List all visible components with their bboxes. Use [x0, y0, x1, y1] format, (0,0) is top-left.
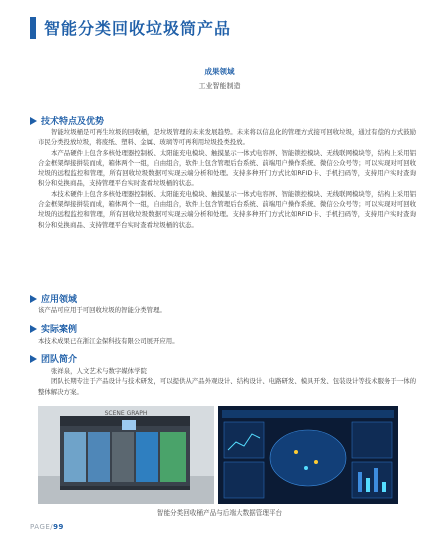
tech-paragraph-3: 本技术硬件上包含多核处理器控制板、太阳能充电模块、触摸显示一体式电容屏、智能锁控模块、无线联网模块等，结构上采用铝合金框架焊接拼装而成，箱体两个一组，自由组合，软件上包含管理后台系统、前端用户操作系统、微信公众号等；可以实现对可回收垃圾的远程监控和管理，所有回收垃圾数据可实现云端分析和处理。支持多种开门方式比如RFID卡、手机扫码等，支持用户实时查询积分和兑换商品、支持管理平台实时查看垃圾桶的状态。: [38, 189, 416, 229]
triangle-bullet-icon: [30, 355, 37, 363]
triangle-bullet-icon: [30, 117, 37, 125]
scene-graph-label: SCENE GRAPH: [104, 410, 148, 417]
case-text: 本技术成果已在浙江金保科技有限公司展开应用。: [38, 337, 179, 345]
section-heading-tech: [30, 114, 104, 127]
section-title: 团队简介: [41, 355, 78, 365]
triangle-bullet-icon: [30, 295, 37, 303]
page-title-block: [30, 16, 231, 39]
section-title: 技术特点及优势: [41, 117, 105, 127]
section-title: 实际案例: [41, 325, 78, 335]
section-heading-team: [30, 352, 77, 365]
dashboard-illustration: [218, 406, 398, 504]
title-accent-bar: [30, 17, 36, 39]
field-value: 工业智能制造: [198, 82, 241, 90]
app-text: 该产品可应用于可回收垃圾的智能分类管理。: [38, 306, 166, 314]
section-heading-case: [30, 322, 77, 335]
team-text-block: [38, 366, 416, 397]
image-caption: 智能分类回收桶产品与后端大数据管理平台: [156, 509, 283, 517]
triangle-bullet-icon: [30, 325, 37, 333]
recycling-bin-photo: [38, 406, 214, 504]
tech-paragraphs: [38, 127, 416, 230]
section-heading-app: [30, 292, 77, 305]
team-description: 团队长期专注于产品设计与技术研发，可以提供从产品外观设计、结构设计、电路研发、模具开发、包装设计等技术服务于一体的整体解决方案。: [38, 377, 416, 396]
field-label: 成果领域: [204, 67, 235, 76]
page-number: [30, 523, 64, 531]
tech-paragraph-2: 本产品硬件上包含多核处理器控制板、太阳能充电模块、触摸显示一体式电容屏、智能锁控模块、无线联网模块等，结构上采用铝合金框架焊接拼装而成，箱体两个一组，自由组合，软件上包含管理后台系统、前端用户操作系统、微信公众号等；可以实现对可回收垃圾的远程监控和管理，所有回收垃圾数据可实现云端分析和处理。支持多种开门方式比如RFID卡、手机扫码等，支持用户实时查询积分和兑换商品，支持管理平台实时查看垃圾桶的状态。: [38, 148, 416, 188]
page-title: 智能分类回收垃圾筒产品: [44, 19, 232, 38]
page-number-value: 99: [53, 523, 64, 531]
team-lead: 张祥泉，人文艺术与数字媒体学院: [51, 367, 147, 375]
tech-paragraph-1: 智能垃圾桶是可再生垃圾的回收桶，是垃圾管理的未来发展趋势。未来将以信息化的管理方式接可回收垃圾，通过有偿的方式鼓励市民分类投放垃圾，将废纸、塑料、金属、玻璃等可再利用垃圾投类投放。: [38, 128, 416, 147]
page-prefix: PAGE/: [30, 523, 54, 531]
recycling-bin-illustration: [38, 406, 214, 504]
section-title: 应用领域: [41, 295, 78, 305]
dashboard-screenshot: [218, 406, 398, 504]
